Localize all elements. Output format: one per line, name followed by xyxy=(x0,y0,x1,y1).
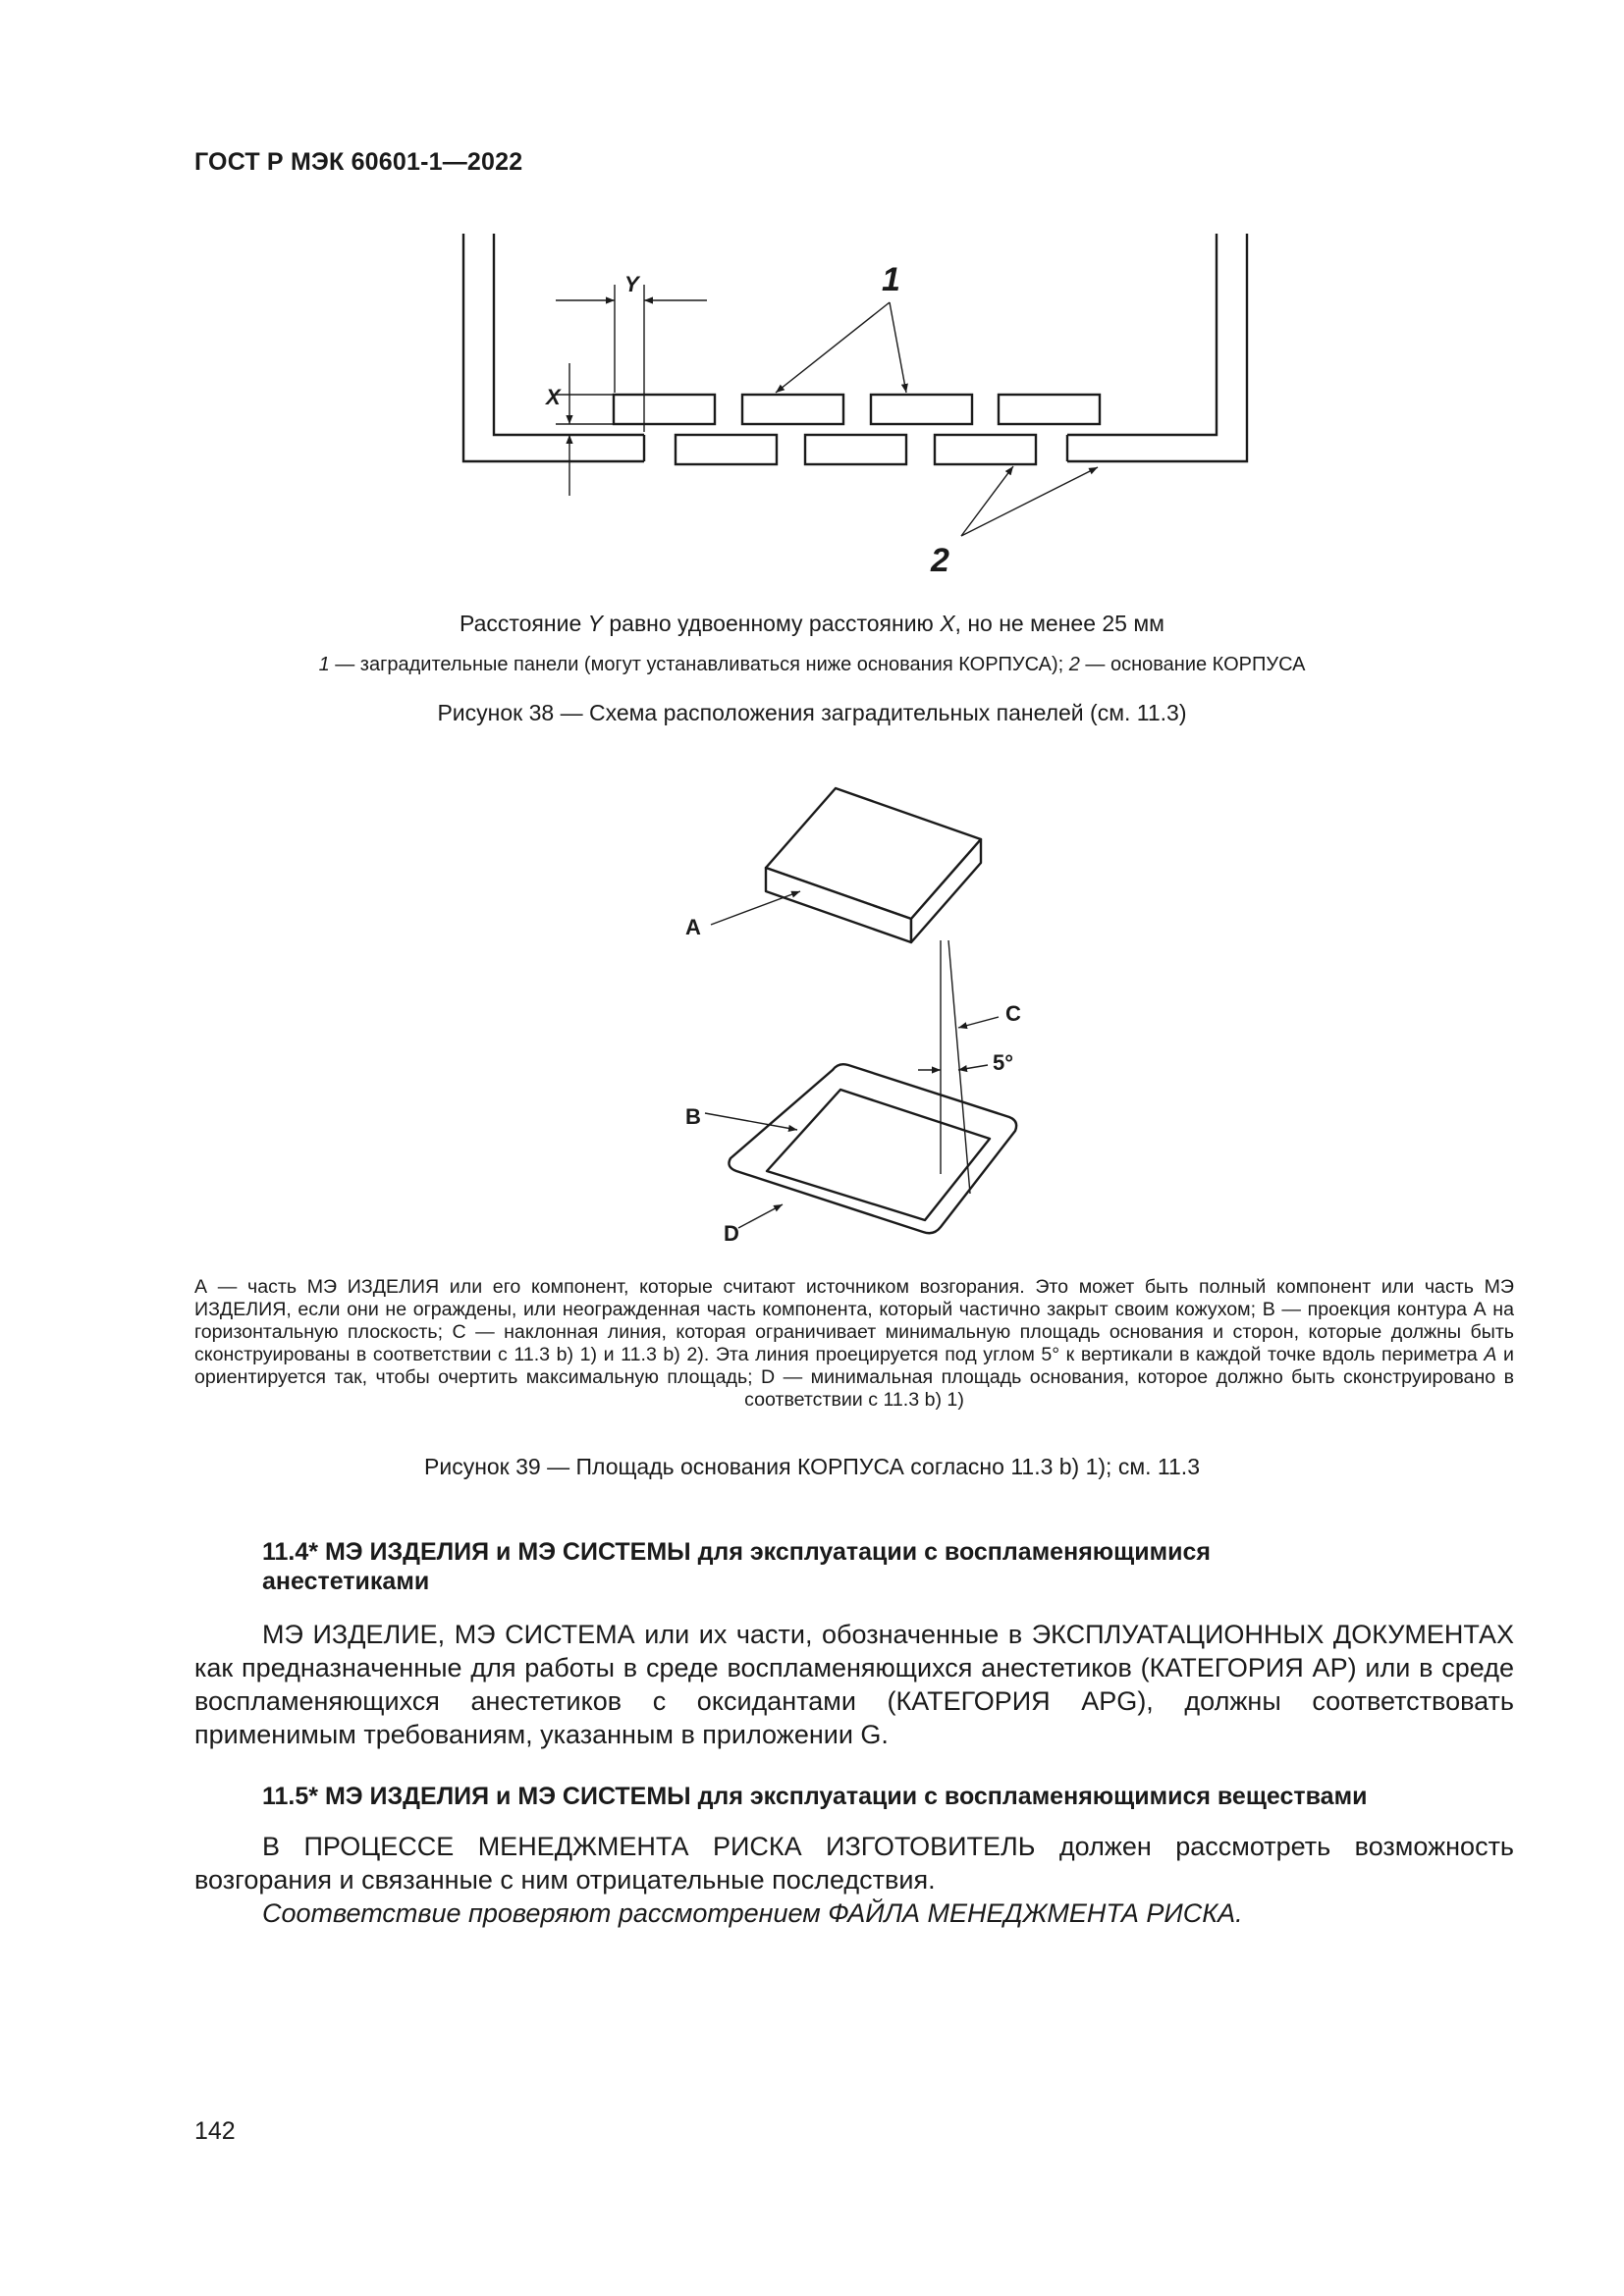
figure39-construction-lines xyxy=(705,891,999,1228)
upper-panel-1 xyxy=(614,395,715,424)
leader-1-a xyxy=(776,302,890,393)
inclined-line-c xyxy=(948,940,970,1194)
figure38-caption: Рисунок 38 — Схема расположения заградительных панелей (см. 11.3) xyxy=(437,700,1187,725)
leader-2-b xyxy=(961,467,1098,536)
section-11-5-body: В ПРОЦЕССЕ МЕНЕДЖМЕНТА РИСКА ИЗГОТОВИТЕЛЬ должен рассмотреть возможность возгорания и связанные с ним отрицательные последствия. xyxy=(194,1832,1514,1895)
leader-b xyxy=(705,1113,797,1130)
label-2: 2 xyxy=(931,542,949,579)
upper-panel-4 xyxy=(999,395,1100,424)
section-11-4-body: МЭ ИЗДЕЛИЕ, МЭ СИСТЕМА или их части, обозначенные в ЭКСПЛУАТАЦИОННЫХ ДОКУМЕНТАХ как предназначенные для работы в среде воспламеняющихся анестетиков (КАТЕГОРИЯ AP) или в среде воспламеняющихся анестетиков с оксидантами (КАТЕГОРИЯ APG), должны соответствовать применимым требованиям, указанным в приложении G. xyxy=(194,1620,1514,1749)
enclosure-base-gap-edges xyxy=(644,435,1067,461)
figure39-diagram xyxy=(729,788,1016,1233)
leader-2-a xyxy=(961,466,1013,536)
lower-panel-3 xyxy=(935,435,1036,464)
enclosure-wall-right xyxy=(1067,234,1247,461)
label-c: C xyxy=(1005,1001,1021,1026)
enclosure-wall-left xyxy=(463,234,644,461)
section-11-5-compliance: Соответствие проверяют рассмотрением ФАЙЛА МЕНЕДЖМЕНТА РИСКА. xyxy=(262,1898,1243,1928)
leader-d xyxy=(738,1204,783,1228)
section-11-4-heading: 11.4* МЭ ИЗДЕЛИЯ и МЭ СИСТЕМЫ для эксплуатации с воспламеняющимися анестетиками xyxy=(262,1538,1211,1595)
label-angle: 5° xyxy=(993,1050,1014,1075)
label-y: Y xyxy=(624,272,639,296)
document-code-header: ГОСТ Р МЭК 60601-1—2022 xyxy=(194,148,523,176)
label-1: 1 xyxy=(882,261,900,298)
figure38-legend: 1 — заградительные панели (могут устанавливаться ниже основания КОРПУСА); 2 — основание КОРПУСА xyxy=(318,654,1306,675)
label-a: A xyxy=(685,915,701,939)
figure39-legend: А — часть МЭ ИЗДЕЛИЯ или его компонент, которые считают источником возгорания. Это может быть полный компонент или часть МЭ ИЗДЕЛИЯ, если они не ограждены, или неогражденная часть компонента, который частично закрыт своим кожухом; В — проекция контура А на горизонтальную плоскость; С — наклонная линия, которая ограничивает минимальную площадь основания и сторон, которые должны быть сконструированы в соответствии с 11.3 b) 1) и 11.3 b) 2). Эта линия проецируется под углом 5° к вертикали в каждой точке вдоль периметра А и ориентируется так, чтобы очертить максимальную площадь; D — минимальная площадь основания, которое должно быть сконструировано в соответствии с 11.3 b) 1) xyxy=(194,1276,1515,1411)
figure38-note: Расстояние Y равно удвоенному расстоянию X, но не менее 25 мм xyxy=(460,611,1164,636)
label-d: D xyxy=(724,1221,739,1246)
section-11-5-heading: 11.5* МЭ ИЗДЕЛИЯ и МЭ СИСТЕМЫ для эксплуатации с воспламеняющимися веществами xyxy=(262,1783,1368,1810)
page-number: 142 xyxy=(194,2117,236,2145)
label-x: X xyxy=(546,385,561,409)
label-b: B xyxy=(685,1104,701,1129)
figure38-diagram xyxy=(463,234,1247,464)
figure38-dimensions xyxy=(556,285,1098,536)
lower-panel-1 xyxy=(676,435,777,464)
upper-panel-3 xyxy=(871,395,972,424)
figure39-caption: Рисунок 39 — Площадь основания КОРПУСА согласно 11.3 b) 1); см. 11.3 xyxy=(424,1454,1200,1479)
upper-panel-2 xyxy=(742,395,843,424)
angle-ref-right xyxy=(958,1065,988,1070)
leader-c xyxy=(958,1017,999,1028)
base-area-outer xyxy=(729,1064,1016,1233)
projection-inner xyxy=(767,1090,990,1220)
leader-a xyxy=(711,891,800,925)
leader-1-b xyxy=(890,302,906,393)
lower-panel-2 xyxy=(805,435,906,464)
